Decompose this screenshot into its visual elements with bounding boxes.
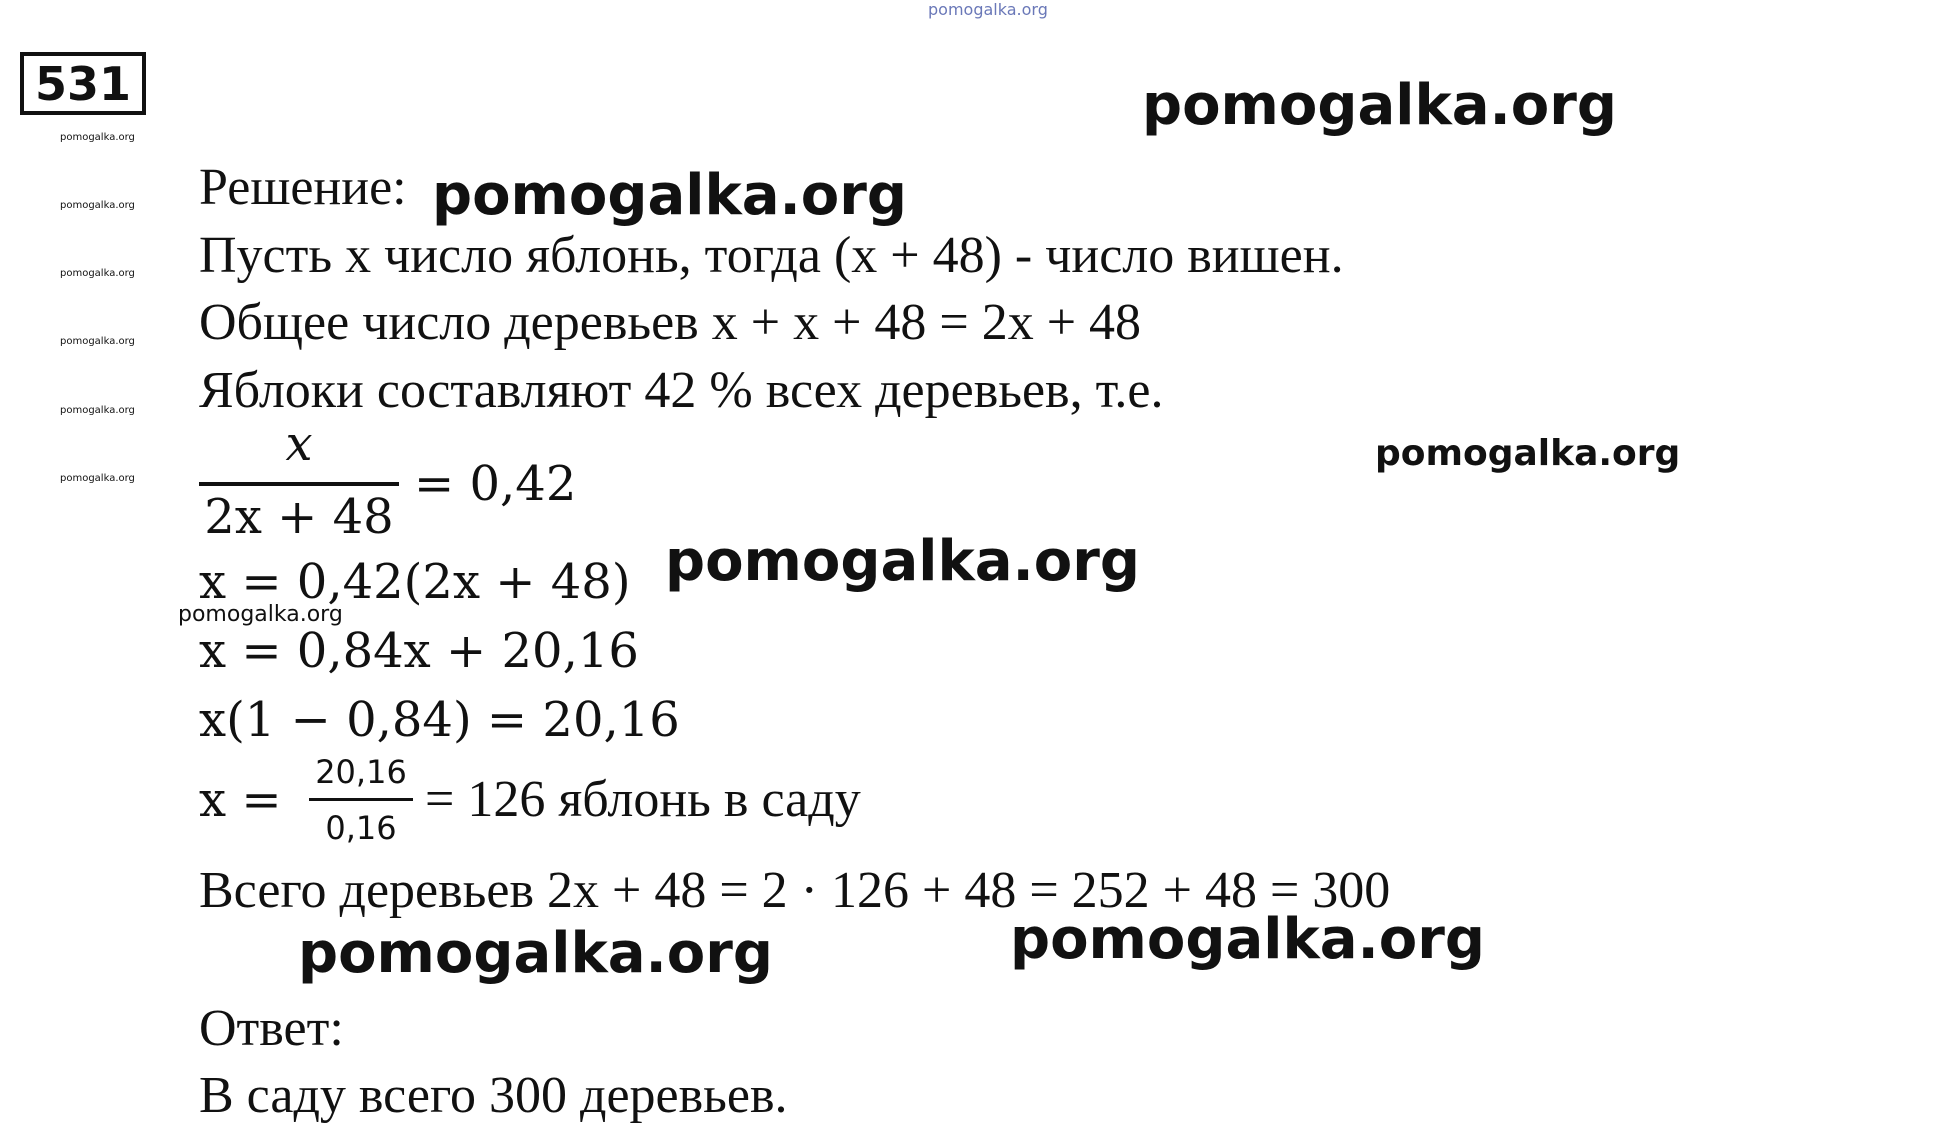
answer-text: В саду всего 300 деревьев. (199, 1067, 788, 1124)
equation-1-rhs: = 0,42 (414, 456, 577, 512)
small-watermark: pomogalka.org (60, 268, 135, 279)
watermark-large: pomogalka.org (1010, 907, 1485, 972)
problem-number: 531 (34, 56, 132, 111)
equation-4: x(1 − 0,84) = 20,16 (199, 692, 680, 748)
small-watermark: pomogalka.org (60, 473, 135, 484)
header-watermark: pomogalka.org (928, 0, 1048, 19)
equation-5-lhs: x = (199, 772, 282, 828)
solution-line-2: Общее число деревьев x + x + 48 = 2x + 48 (199, 294, 1142, 351)
equation-fraction-2 (305, 752, 417, 856)
fraction-bar (309, 798, 413, 801)
solution-line-3: Яблоки составляют 42 % всех деревьев, т.е. (199, 362, 1164, 419)
watermark-large: pomogalka.org (1142, 73, 1617, 138)
watermark-medium: pomogalka.org (1375, 433, 1681, 474)
fraction-numerator: x (285, 416, 313, 472)
small-watermark: pomogalka.org (60, 200, 135, 211)
fraction-denominator: 0,16 (325, 809, 397, 847)
equation-fraction-1 (199, 418, 409, 546)
watermark-medium: pomogalka.org (178, 602, 343, 627)
small-watermark: pomogalka.org (60, 336, 135, 347)
equation-5-rhs: = 126 яблонь в саду (425, 771, 861, 828)
answer-label: Ответ: (199, 1000, 344, 1057)
small-watermark: pomogalka.org (60, 132, 135, 143)
watermark-large: pomogalka.org (298, 921, 773, 986)
fraction-numerator: 20,16 (315, 753, 407, 791)
watermark-large: pomogalka.org (665, 529, 1140, 594)
watermark-large: pomogalka.org (432, 163, 907, 228)
problem-number-box (20, 52, 146, 115)
small-watermark: pomogalka.org (60, 405, 135, 416)
fraction-bar (199, 482, 399, 486)
equation-2: x = 0,42(2x + 48) (199, 554, 631, 610)
solution-heading: Решение: (199, 159, 407, 216)
total-trees-line: Всего деревьев 2x + 48 = 2 · 126 + 48 = 252 + 48 = 300 (199, 862, 1391, 919)
solution-line-1: Пусть x число яблонь, тогда (x + 48) - число вишен. (199, 227, 1344, 284)
fraction-denominator: 2x + 48 (204, 489, 394, 545)
equation-3: x = 0,84x + 20,16 (199, 623, 639, 679)
